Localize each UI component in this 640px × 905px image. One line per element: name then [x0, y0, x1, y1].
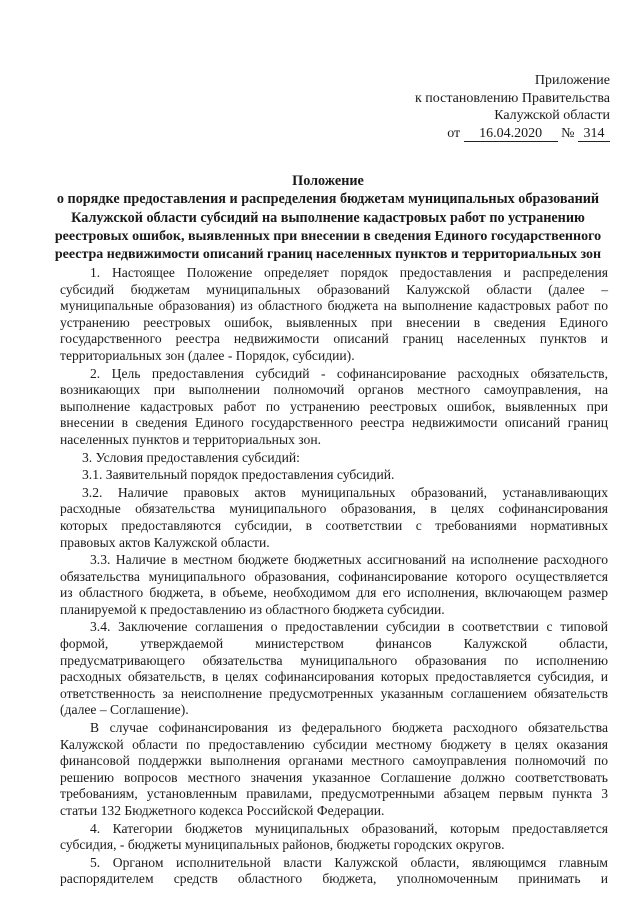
attachment-label: Приложение	[534, 73, 610, 88]
body-line: статьи 132 Бюджетного кодекса Российской Федерации.	[60, 803, 385, 818]
attachment-resolution: к постановлению Правительства	[414, 90, 610, 106]
body-line: возникающих при выполнении полномочий органов местного самоуправления, на	[60, 382, 608, 398]
body-line: формой, утверждаемой министерством финансов Калужской области,	[60, 636, 608, 652]
body-line: выполнение кадастровых работ по устранению реестровых ошибок, выявленных при	[60, 398, 608, 414]
body-line: 1. Настоящее Положение определяет порядок предоставления и распределения	[90, 265, 608, 280]
number-label: №	[561, 125, 575, 141]
body-line: 4. Категории бюджетов муниципальных образований, которым предоставляется	[90, 820, 608, 836]
body-line: правовых актов Калужской области.	[60, 534, 270, 550]
body-line: распорядителем средств областного бюджета, уполномоченным принимать и	[60, 871, 608, 887]
body-line: требованиям, установленным правилами, предусмотренными абзацем первым пункта 3	[60, 786, 608, 802]
body-line: обязательства муниципального образования, софинансирование которого осуществляется	[60, 568, 608, 584]
body-line: Калужской области по предоставлению субсидии местному бюджету в целях оказания	[60, 736, 608, 752]
body-line: населенных пунктов и территориальных зон.	[60, 431, 322, 447]
body-line: 2. Цель предоставления субсидий - софинансирование расходных обязательств,	[90, 365, 608, 381]
body-line: муниципальные образования) из областного бюджета на выполнение кадастровых работ по	[60, 298, 608, 314]
body-line: 3.3. Наличие в местном бюджете бюджетных ассигнований на исполнение расходного	[90, 552, 608, 568]
body-line: из областного бюджета, в объеме, необходимом для его исполнения, включающем размер	[60, 585, 608, 601]
body-line: устранению реестровых ошибок, выявленных при внесении в сведения Единого	[60, 314, 608, 330]
body-line: расходных обязательств, в целях софинансирования которых предоставляется субсидия, и	[60, 669, 608, 685]
body-line: субсидия, - бюджеты муниципальных районов, бюджеты городских округов.	[60, 837, 505, 853]
body-line: 3.2. Наличие правовых актов муниципальных образований, устанавливающих	[82, 484, 608, 500]
title-line-3: Калужской области субсидий на выполнение кадастровых работ по устранению	[71, 209, 585, 226]
body-line: финансовой поддержки выполнения органами местного самоуправления полномочий по	[60, 753, 608, 769]
body-line: субсидий бюджетам муниципальных образований Калужской области (далее –	[60, 281, 608, 297]
body-line: предусматривающего обязательства муниципального образования по исполнению	[60, 652, 608, 668]
attachment-date-line	[370, 125, 610, 143]
body-line: 3.4. Заключение соглашения о предоставлении субсидии в соответствии с типовой	[90, 619, 608, 635]
body-line: 3. Условия предоставления субсидий:	[82, 449, 300, 465]
title-line-5: реестра недвижимости описаний границ населенных пунктов и территориальных зон	[54, 246, 602, 262]
body-line: 3.1. Заявительный порядок предоставления субсидий.	[82, 467, 395, 483]
body-line: территориальных зон (далее - Порядок, субсидии).	[60, 347, 355, 363]
title-line-2: о порядке предоставления и распределения бюджетам муниципальных образований	[56, 191, 600, 208]
body-line: расходные обязательства муниципального образования, в целях софинансирования	[60, 501, 608, 517]
attachment-region: Калужской области	[494, 108, 610, 123]
body-line: ответственность за неисполнение предусмотренных указанным соглашением обязательств	[60, 685, 608, 701]
body-line: (далее – Соглашение).	[60, 702, 189, 718]
from-label: от	[447, 125, 461, 141]
body-line: внесении в сведения Единого государственного реестра недвижимости описаний границ	[60, 415, 608, 431]
resolution-number: 314	[578, 127, 610, 142]
body-line: решению вопросов местного значения указанное Соглашение должно соответствовать	[60, 769, 608, 785]
body-line: планируемой к предоставлению из областного бюджета субсидии.	[60, 601, 445, 617]
body-line: которых предоставляются субсидии, в соответствии с требованиями нормативных	[60, 517, 608, 533]
resolution-date: 16.04.2020	[464, 127, 558, 142]
title-line-1: Положение	[292, 173, 364, 189]
document-title	[52, 172, 604, 264]
body-line: 5. Органом исполнительной власти Калужской области, являющимся главным	[90, 854, 608, 870]
title-line-4: реестровых ошибок, выявленных при внесении в сведения Единого государственного	[54, 228, 602, 245]
document-body	[60, 265, 608, 888]
body-line: В случае софинансирования из федерального бюджета расходного обязательства	[90, 720, 608, 736]
body-line: государственного реестра недвижимости описаний границ населенных пунктов и	[60, 331, 608, 347]
attachment-block	[370, 72, 610, 142]
